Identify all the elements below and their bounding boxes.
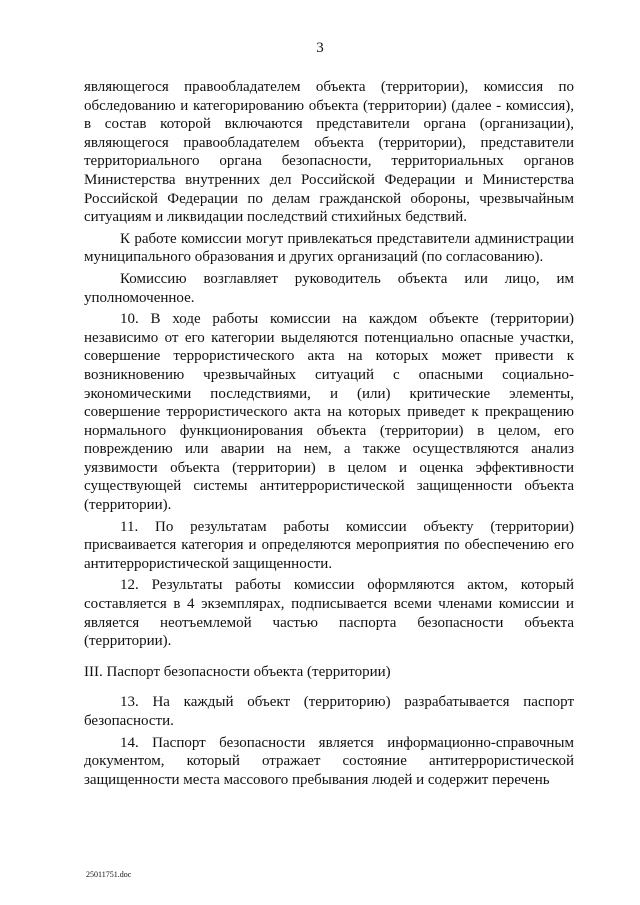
paragraph-14: 14. Паспорт безопасности является информационно-справочным документом, который отражает состояние антитеррористической защищенности места массового пребывания людей и содержит перечень (84, 734, 574, 788)
paragraph-continuation: являющегося правообладателем объекта (территории), комиссия по обследованию и категорированию объекта (территории) (далее - комиссия), в состав которой включаются представители органа (организации), являющегося правообладателем объекта (территории), представители территориального органа безопасности, территориальных органов Министерства внутренних дел Российской Федерации и Министерства Российской Федерации по делам гражданской обороны, чрезвычайным ситуациям и ликвидации последствий стихийных бедствий. (84, 79, 574, 226)
section-heading: III. Паспорт безопасности объекта (территории) (84, 663, 391, 680)
paragraph-12: 12. Результаты работы комиссии оформляются актом, который составляется в 4 экземплярах, подписывается всеми членами комиссии и является неотъемлемой частью паспорта безопасности объекта (территории). (84, 577, 574, 650)
page-number: 3 (316, 40, 324, 56)
paragraph-commission-head: Комиссию возглавляет руководитель объекта или лицо, им уполномоченное. (84, 270, 574, 306)
paragraph-10: 10. В ходе работы комиссии на каждом объекте (территории) независимо от его категории выделяются потенциально опасные участки, совершение террористического акта на которых может привести к возникновению чрезвычайных ситуаций с опасными социально-экономическими последствиями, и (или) критические элементы, совершение террористического акта на которых приведет к прекращению нормального функционирования объекта (территории) в целом, его повреждению или аварии на нем, а также осуществляются анализ уязвимости объекта (территории) в целом и оценка эффективности существующей системы антитеррористической защищенности объекта (территории). (84, 311, 574, 514)
footer-file-code: 25011751.doc (86, 870, 132, 879)
paragraph-11: 11. По результатам работы комиссии объекту (территории) присваивается категория и определяются мероприятия по обеспечению его антитеррористической защищенности. (84, 518, 574, 572)
document-body (84, 78, 574, 792)
paragraph-13: 13. На каждый объект (территорию) разрабатывается паспорт безопасности. (84, 694, 574, 729)
paragraph-commission-participants: К работе комиссии могут привлекаться представители администрации муниципального образования и других организаций (по согласованию). (84, 230, 574, 266)
